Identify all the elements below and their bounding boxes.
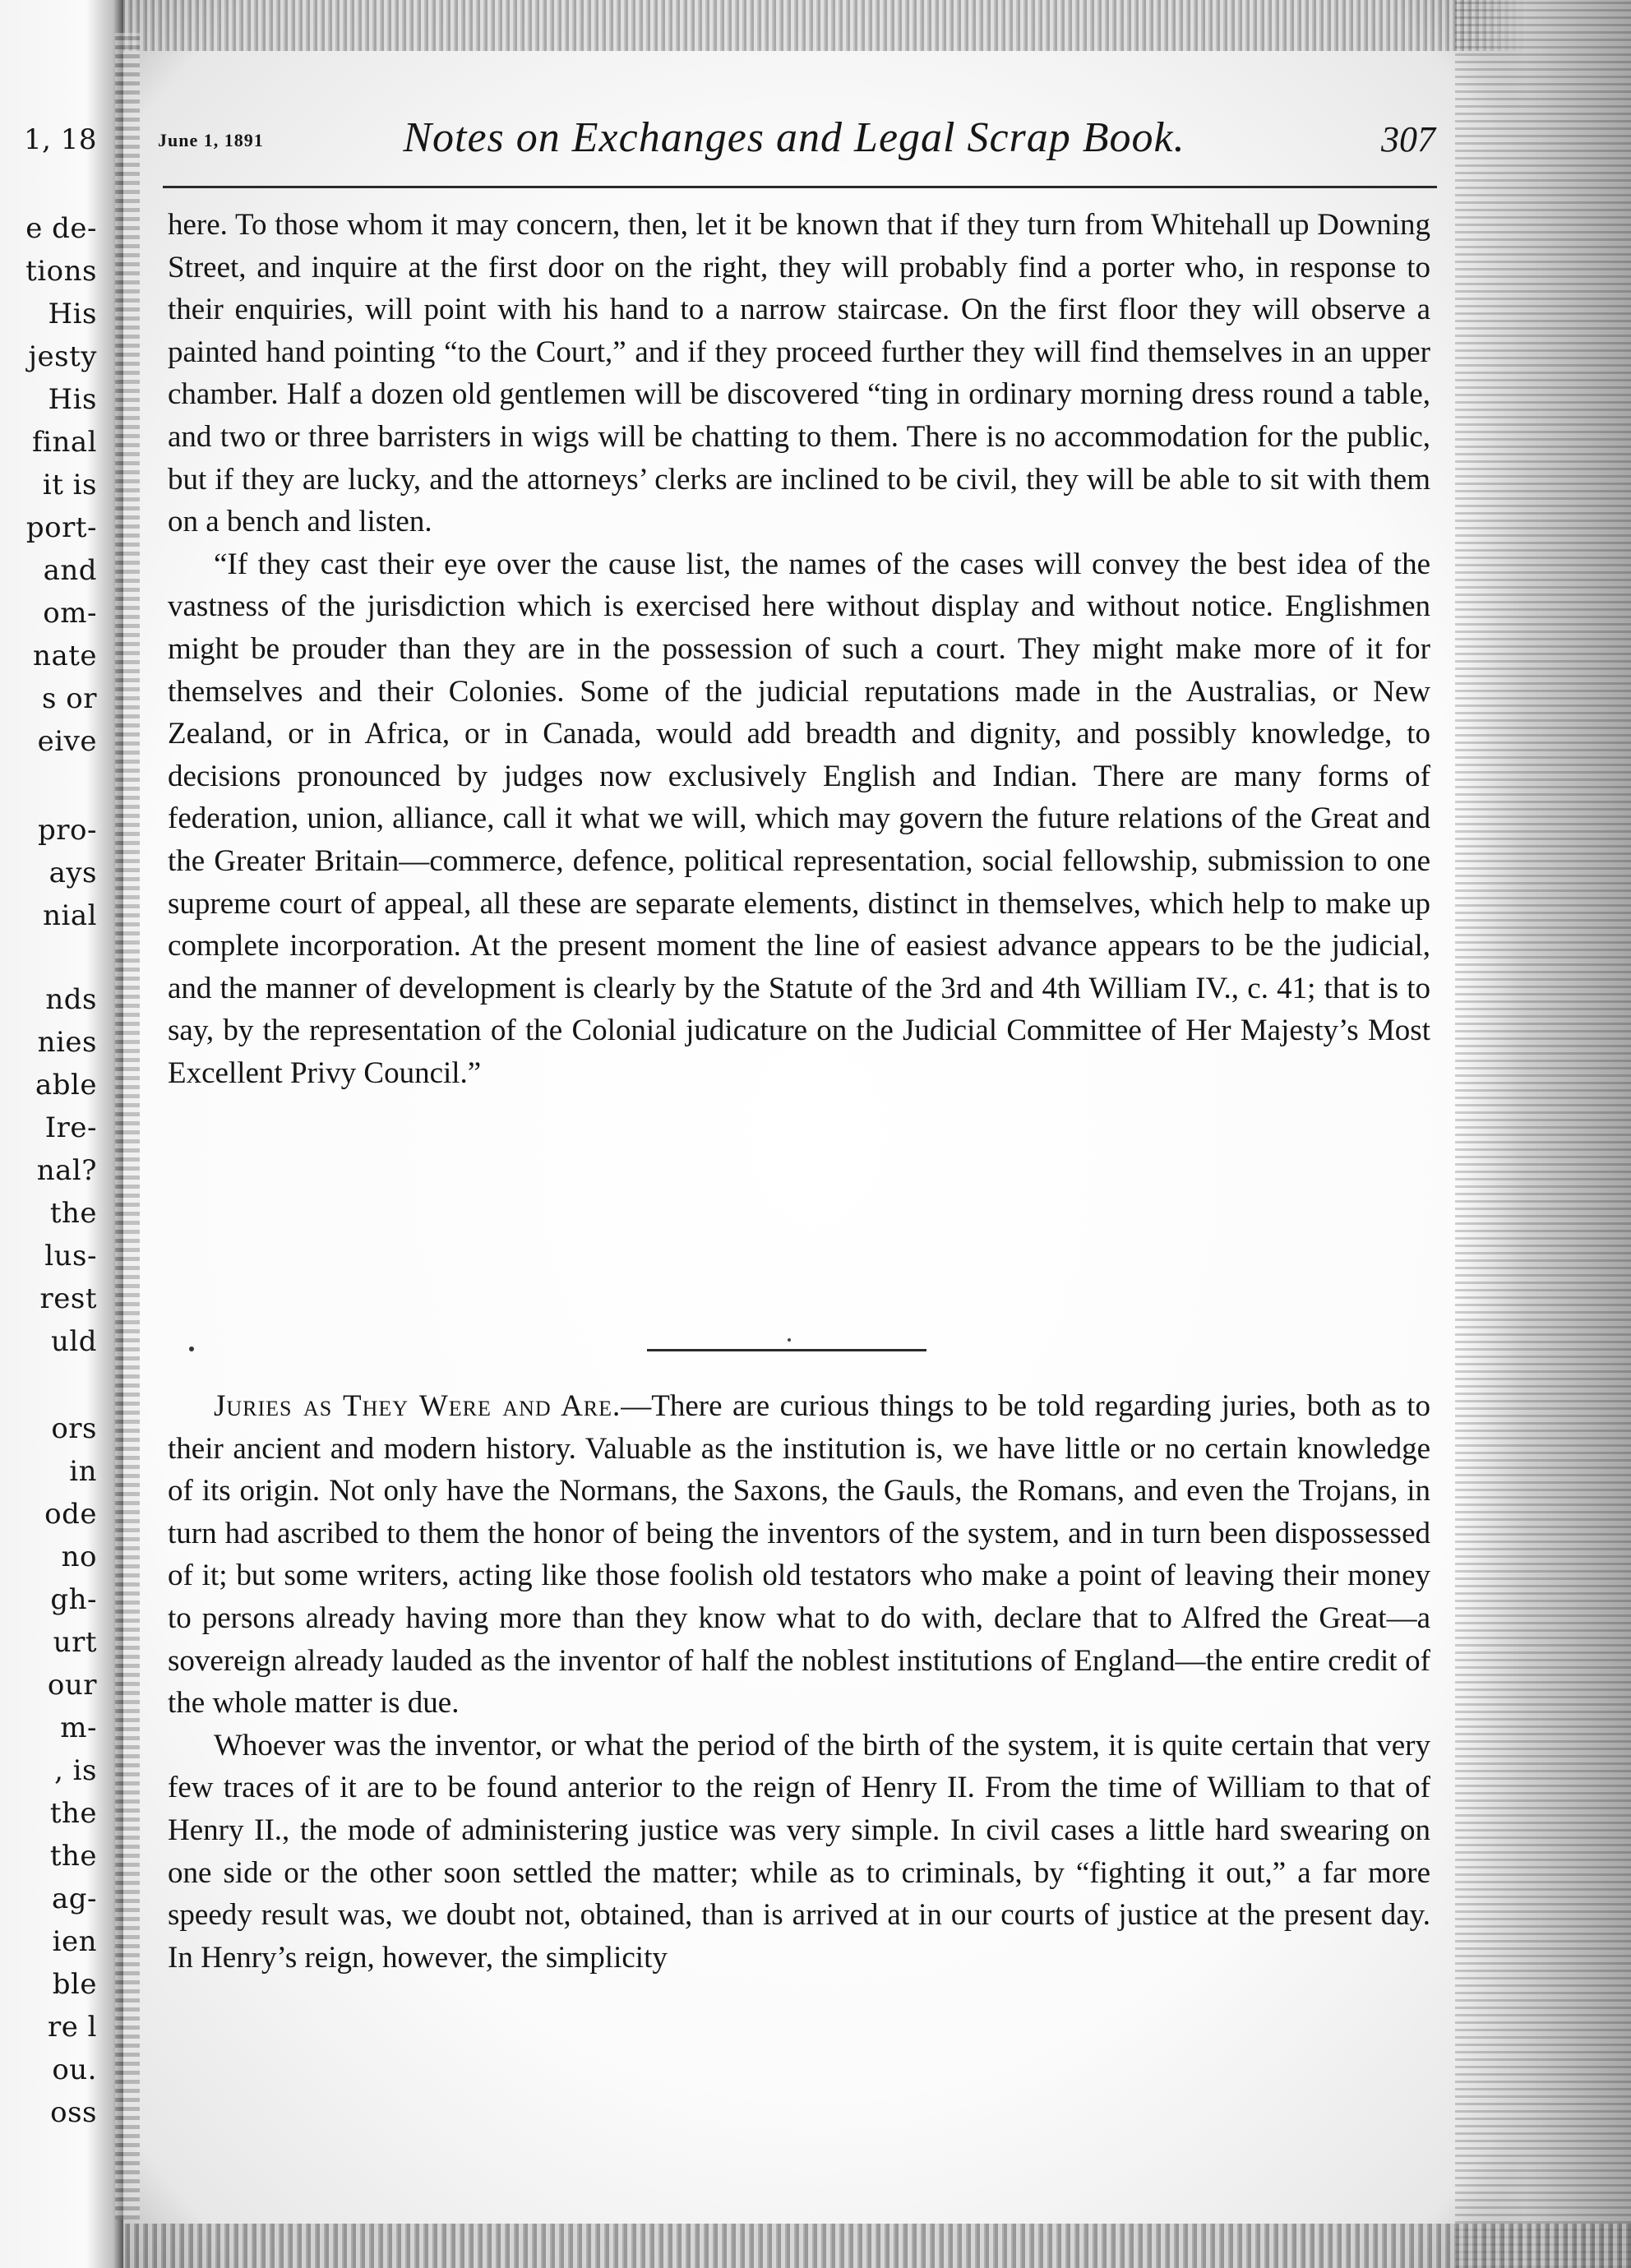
article-juries <box>168 1385 1430 1979</box>
section-divider-rule <box>647 1349 926 1351</box>
margin-fragment: His <box>48 383 97 416</box>
margin-fragment: nial <box>43 899 97 932</box>
margin-fragment: ode <box>44 1498 97 1531</box>
margin-fragment: ble <box>52 1968 97 2001</box>
header-date: June 1, 1891 <box>158 130 264 150</box>
margin-fragment: and <box>43 554 97 587</box>
margin-fragment: tions <box>25 255 97 288</box>
margin-fragment: e de- <box>25 212 97 245</box>
margin-fragment: om- <box>43 597 97 630</box>
margin-fragment: m- <box>60 1711 97 1744</box>
margin-fragment: the <box>49 1840 97 1873</box>
margin-fragment: nds <box>45 983 97 1016</box>
margin-fragment: re l <box>47 2011 97 2044</box>
margin-fragment: the <box>49 1797 97 1830</box>
margin-fragment: ays <box>49 857 97 889</box>
margin-fragment: no <box>61 1540 97 1573</box>
margin-fragment: 1, 18 <box>23 123 97 156</box>
scan-noise-bottom <box>0 2224 1631 2268</box>
margin-fragment: nies <box>37 1026 97 1059</box>
header-rule <box>163 186 1437 188</box>
margin-fragment: , is <box>54 1754 97 1787</box>
margin-fragment: uld <box>50 1325 97 1358</box>
margin-fragment: port- <box>25 511 97 544</box>
facing-page-fragments <box>0 0 115 2268</box>
margin-fragment: lus- <box>44 1240 97 1273</box>
margin-fragment: jesty <box>28 340 97 373</box>
margin-fragment: gh- <box>50 1583 97 1616</box>
margin-fragment: ien <box>52 1925 97 1958</box>
margin-fragment: s or <box>42 682 97 715</box>
header-title: Notes on Exchanges and Legal Scrap Book. <box>403 114 1185 161</box>
section-heading: Juries as They Were and Are. <box>214 1389 621 1423</box>
margin-fragment: Ire- <box>44 1111 97 1144</box>
margin-fragment: ag- <box>51 1882 97 1915</box>
running-header <box>153 113 1435 171</box>
stray-mark <box>189 1346 194 1351</box>
article-continuation <box>168 204 1430 1094</box>
margin-fragment: the <box>49 1197 97 1230</box>
margin-fragment: in <box>69 1455 97 1488</box>
margin-fragment: rest <box>39 1282 97 1315</box>
scan-noise-top <box>115 0 1631 51</box>
margin-fragment: final <box>32 426 97 459</box>
stray-mark <box>788 1338 791 1342</box>
margin-fragment: it is <box>42 469 97 501</box>
paragraph-text: —There are curious things to be told regarding juries, both as to their ancient and modern history. Valuable as the institution is, we have little or no certain knowledge of its origin. Not only have the Normans, the Saxons, the Gauls, the Romans, and even the Trojans, in turn had ascribed to them the honor of being the inventors of the system, and in turn been dispossessed of it; but some writers, acting like those foolish old testators who make a point of leaving their money to persons already having more than they know what to do with, declare that to Alfred the Great—a sovereign already lauded as the inventor of half the noblest institutions of England—the entire credit of the whole matter is due. <box>168 1389 1430 1721</box>
margin-fragment: ors <box>51 1412 97 1445</box>
margin-fragment: pro- <box>38 814 97 847</box>
paragraph: “If they cast their eye over the cause list, the names of the cases will convey the best idea of the vastness of the jurisdiction which is exercised here without display and without notice. Englishmen might be prouder than they are in the possession of such a court. They might make more of it for themselves and their Colonies. Some of the judicial reputations made in the Australias, or New Zealand, or in Africa, or in Canada, would add breadth and dignity, and possibly knowledge, to decisions pronounced by judges now exclusively English and Indian. There are many forms of federation, union, alliance, call it what we will, which may govern the future relations of the Great and the Greater Britain—commerce, defence, political representation, social fellowship, submission to one supreme court of appeal, all these are separate elements, distinct in themselves, which help to make up complete incorporation. At the present moment the line of easiest advance appears to be the judicial, and the manner of development is clearly by the Statute of the 3rd and 4th William IV., c. 41; that is to say, by the representation of the Colonial judicature on the Judicial Committee of Her Majesty’s Most Excellent Privy Council.” <box>168 547 1430 1090</box>
paragraph <box>168 1385 1430 1725</box>
paragraph: here. To those whom it may concern, then, let it be known that if they turn from Whitehall up Downing Street, and inquire at the first door on the right, they will probably find a porter who, in response to their enquiries, will point with his hand to a narrow staircase. On the first floor they will observe a painted hand pointing “to the Court,” and if they proceed further they will find themselves in an upper chamber. Half a dozen old gentlemen will be discovered “ting in ordinary morning dress round a table, and two or three barristers in wigs will be chatting to them. There is no accommodation for the public, but if they are lucky, and the attorneys’ clerks are inclined to be civil, they will be able to sit with them on a bench and listen. <box>168 208 1430 539</box>
margin-fragment: ou. <box>52 2053 97 2086</box>
margin-fragment: His <box>48 298 97 330</box>
margin-fragment: urt <box>53 1626 97 1659</box>
margin-fragment: our <box>47 1669 97 1702</box>
paragraph: Whoever was the inventor, or what the period of the birth of the system, it is quite certain that very few traces of it are to be found anterior to the reign of Henry II. From the time of William to that of Henry II., the mode of administering justice was very simple. In civil cases a little hard swearing on one side or the other soon settled the matter; while as to criminals, by “fighting it out,” a far more speedy result was, we doubt not, obtained, than is arrived at in our courts of justice at the present day. In Henry’s reign, however, the simplicity <box>168 1728 1430 1975</box>
margin-fragment: nal? <box>36 1154 97 1187</box>
scan-noise-right <box>1455 0 1631 2268</box>
margin-fragment: eive <box>37 725 97 758</box>
margin-fragment: nate <box>33 640 97 672</box>
page-number: 307 <box>1381 119 1435 159</box>
margin-fragment: able <box>35 1069 97 1102</box>
margin-fragment: oss <box>50 2096 97 2129</box>
binding-shadow <box>115 33 140 2219</box>
